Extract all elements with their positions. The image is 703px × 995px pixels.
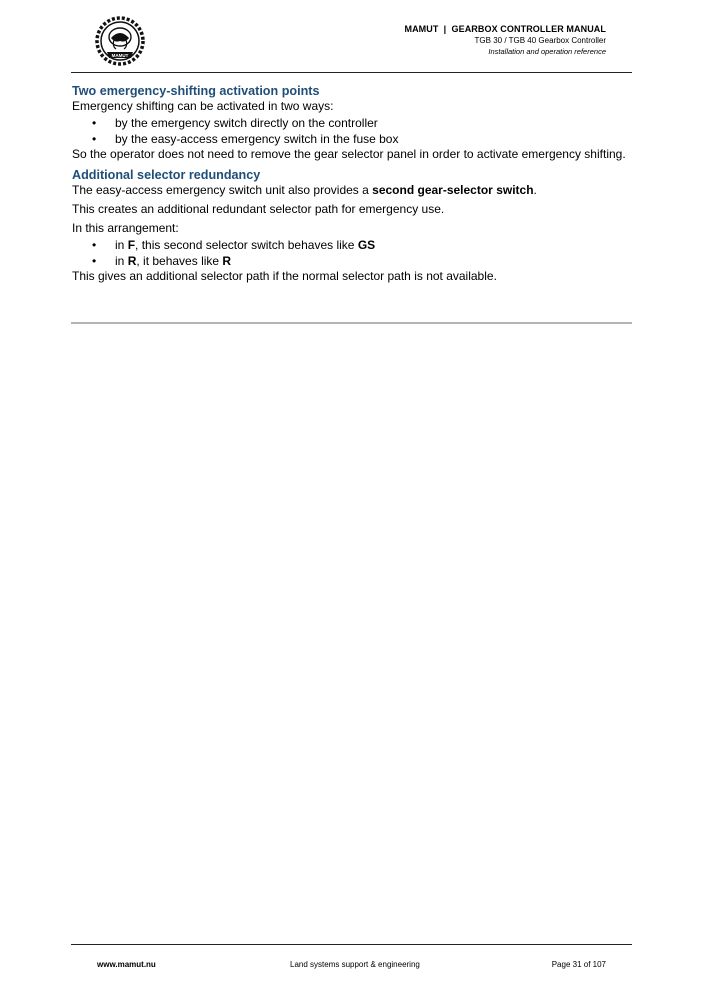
bullet-list <box>72 238 632 269</box>
paragraph: So the operator does not need to remove the gear selector panel in order to activate emergency shifting. <box>72 147 626 161</box>
section-heading-selector-redundancy: Additional selector redundancy <box>72 168 261 182</box>
section-heading-activation-points: Two emergency-shifting activation points <box>72 84 320 98</box>
paragraph: The easy-access emergency switch unit also provides a second gear-selector switch. <box>72 183 537 197</box>
list-item: • in R, it behaves like R <box>92 253 232 268</box>
paragraph: This creates an additional redundant selector path for emergency use. <box>72 202 445 216</box>
company-logo <box>95 16 145 66</box>
bullet-icon: • <box>92 131 97 146</box>
footer-center-text: Land systems support & engineering <box>290 960 420 969</box>
paragraph: In this arrangement: <box>72 221 179 235</box>
paragraph: Emergency shifting can be activated in two ways: <box>72 99 334 113</box>
section-end-divider <box>71 322 632 324</box>
page-content <box>72 83 632 284</box>
manual-subtitle: TGB 30 / TGB 40 Gearbox Controller <box>474 36 606 45</box>
logo-text: MAMUT <box>111 52 129 58</box>
bullet-icon: • <box>92 116 97 130</box>
manual-tagline: Installation and operation reference <box>488 47 606 56</box>
header-divider <box>71 72 632 73</box>
list-item: • by the emergency switch directly on the controller <box>92 116 378 130</box>
paragraph: This gives an additional selector path if the normal selector path is not available. <box>72 269 497 283</box>
page-number: Page 31 of 107 <box>551 960 606 969</box>
bullet-icon: • <box>92 238 97 252</box>
page-header <box>404 24 606 57</box>
bullet-icon: • <box>92 253 97 268</box>
footer-divider <box>71 944 632 945</box>
bullet-list <box>72 116 632 147</box>
list-item: • in F, this second selector switch behaves like GS <box>92 238 376 252</box>
footer-website-link[interactable]: www.mamut.nu <box>97 960 156 969</box>
manual-title: MAMUT | GEARBOX CONTROLLER MANUAL <box>404 24 606 34</box>
list-item: • by the easy-access emergency switch in the fuse box <box>92 131 399 146</box>
